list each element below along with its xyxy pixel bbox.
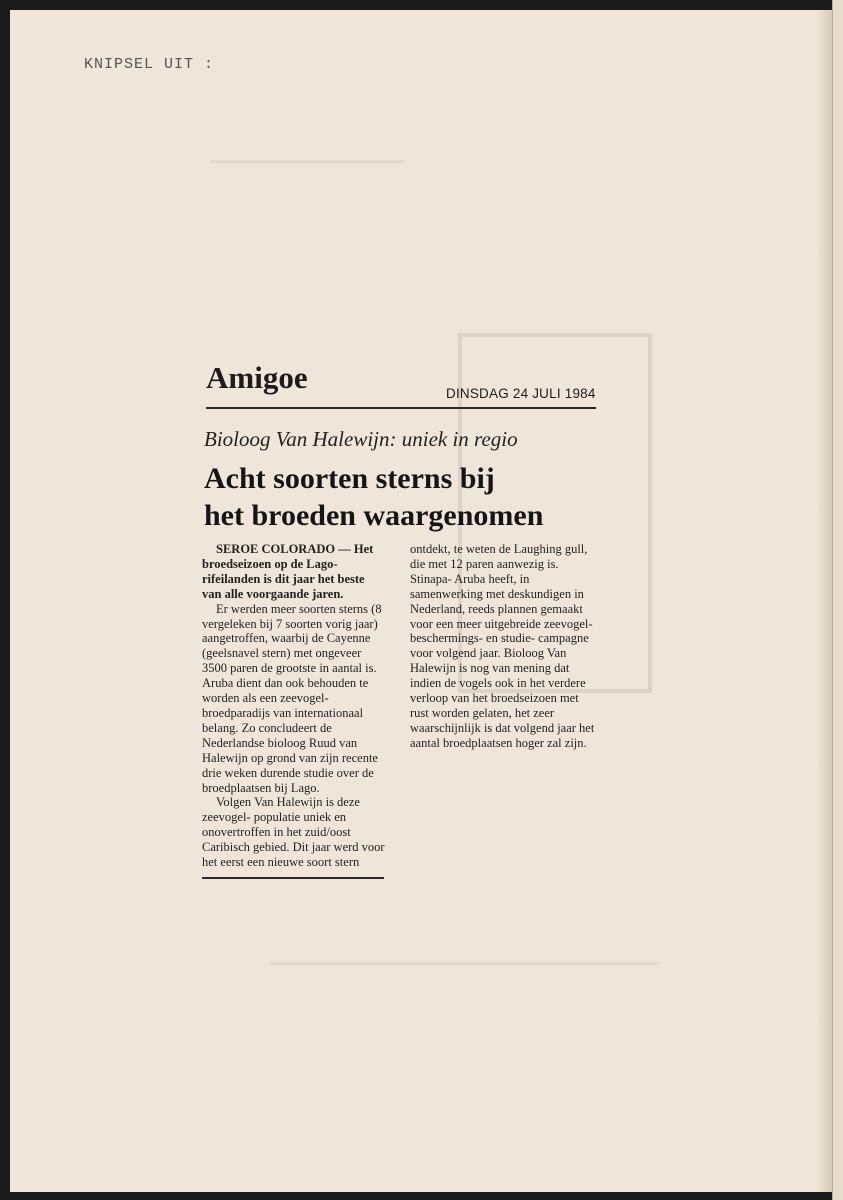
page-edge	[818, 10, 832, 1192]
clipping-stamp: KNIPSEL UIT :	[84, 56, 215, 73]
article-kicker: Bioloog Van Halewijn: uniek in regio	[204, 427, 518, 451]
headline-line-1: Acht soorten sterns bij	[204, 462, 495, 495]
article-paragraph-1: Er werden meer soorten sterns (8 vergeleken bij 7 soorten vorig jaar) aangetroffen, waarbij de Cayenne (geelsnavel stern) met ongeveer 3500 paren de grootste in aantal is. Aruba dient dan ook behouden te worden als een zeevogel- broedparadijs van internationaal belang. Zo concludeert de Nederlandse bioloog Ruud van Halewijn op grond van zijn recente drie weken durende studie over de broedplaatsen bij Lago.	[202, 601, 382, 795]
article-lead: SEROE COLORADO — Het broedseizoen op de Lago- rifeilanden is dit jaar het beste van alle voorgaande jaren.	[202, 542, 374, 601]
ghost-rule	[210, 160, 405, 163]
article-end-rule	[202, 877, 384, 879]
ghost-rule-bottom	[270, 962, 660, 965]
article-column-2	[410, 542, 600, 751]
article-column-1	[202, 542, 387, 870]
article-paragraph-2: Volgen Van Halewijn is deze zeevogel- populatie uniek en onovertroffen in het zuid/oost Caribisch gebied. Dit jaar werd voor het eerst een nieuwe soort stern	[202, 795, 385, 870]
publication-date: DINSDAG 24 JULI 1984	[446, 386, 596, 401]
newspaper-masthead: Amigoe	[206, 360, 308, 395]
article-paragraph-3: ontdekt, te weten de Laughing gull, die met 12 paren aanwezig is. Stinapa- Aruba heeft, in samenwerking met deskundigen in Nederland, reeds plannen gemaakt voor een meer uitgebreide zeevogel- beschermings- en studie- campagne voor volgend jaar. Bioloog Van Halewijn is nog van mening dat indien de vogels ook in het verdere verloop van het broedseizoen met rust worden gelaten, het zeer waarschijnlijk is dat volgend jaar het aantal broedplaatsen hoger zal zijn.	[410, 542, 595, 750]
article-headline	[204, 460, 624, 534]
next-page-strip	[832, 0, 843, 1200]
masthead-rule	[206, 407, 596, 409]
headline-line-2: het broeden waargenomen	[204, 499, 544, 532]
